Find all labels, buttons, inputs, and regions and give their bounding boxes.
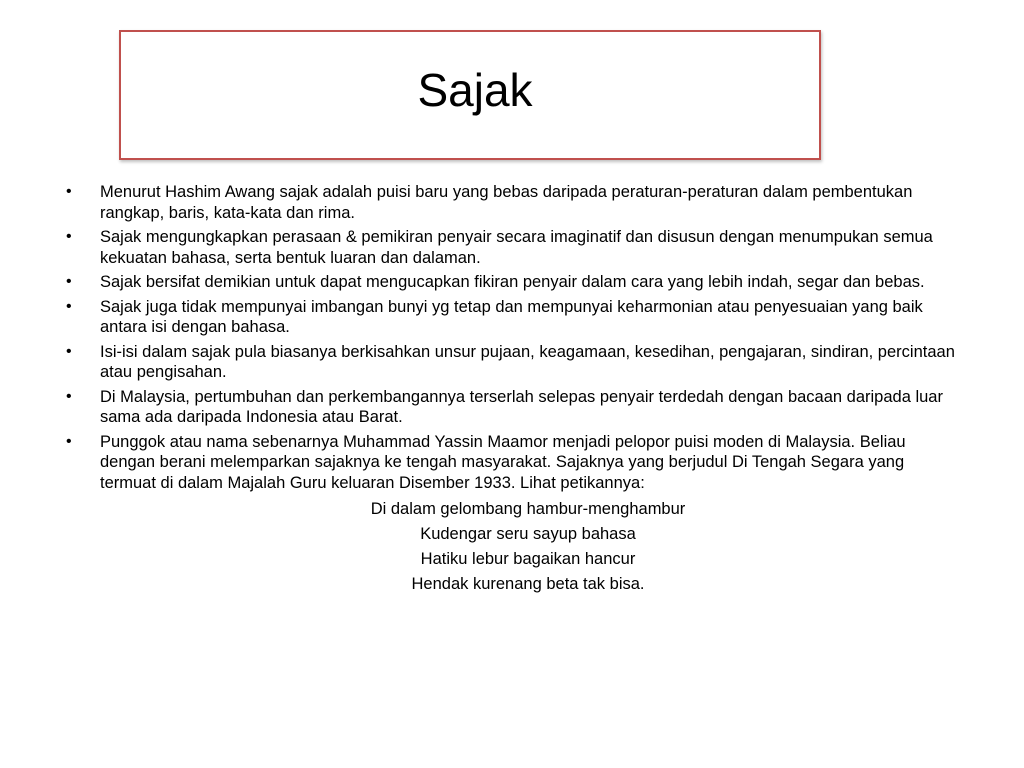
bullet-item: [66, 387, 956, 428]
slide-body: [66, 182, 956, 597]
slide-title: Sajak: [417, 64, 533, 116]
poem-line: Hendak kurenang beta tak bisa.: [411, 575, 645, 593]
poem-line: Hatiku lebur bagaikan hancur: [420, 550, 636, 568]
bullet-icon: •: [66, 297, 72, 315]
bullet-text: Isi-isi dalam sajak pula biasanya berkisahkan unsur pujaan, keagamaan, kesedihan, pengajaran, sindiran, percintaan atau pengisahan.: [100, 342, 955, 381]
bullet-text: Sajak bersifat demikian untuk dapat mengucapkan fikiran penyair dalam cara yang lebih indah, segar dan bebas.: [100, 273, 925, 291]
poem-line: Di dalam gelombang hambur-menghambur: [370, 500, 686, 518]
bullet-item: [66, 432, 956, 494]
bullet-item: [66, 297, 956, 338]
title-box: [119, 30, 821, 160]
bullet-item: [66, 272, 956, 293]
bullet-icon: •: [66, 387, 72, 405]
bullet-text: Punggok atau nama sebenarnya Muhammad Yassin Maamor menjadi pelopor puisi moden di Malaysia. Beliau dengan berani melemparkan sajaknya ke tengah masyarakat. Sajaknya yang berjudul Di Tengah Segara yang termuat di dalam Majalah Guru keluaran Disember 1933. Lihat petikannya:: [100, 432, 906, 492]
bullet-text: Menurut Hashim Awang sajak adalah puisi baru yang bebas daripada peraturan-peraturan dalam pembentukan rangkap, baris, kata-kata dan rima.: [100, 183, 913, 222]
bullet-text: Di Malaysia, pertumbuhan dan perkembangannya terserlah selepas penyair terdedah dengan bacaan daripada luar sama ada daripada Indonesia atau Barat.: [100, 387, 943, 426]
bullet-icon: •: [66, 342, 72, 360]
bullet-item: [66, 342, 956, 383]
bullet-list: [66, 182, 956, 493]
bullet-text: Sajak juga tidak mempunyai imbangan bunyi yg tetap dan mempunyai keharmonian atau penyesuaian yang baik antara isi dengan bahasa.: [100, 297, 923, 336]
poem-excerpt: [66, 497, 956, 597]
bullet-text: Sajak mengungkapkan perasaan & pemikiran penyair secara imaginatif dan disusun dengan menumpukan semua kekuatan bahasa, serta bentuk luaran dan dalaman.: [100, 228, 933, 267]
bullet-item: [66, 182, 956, 223]
poem-line: Kudengar seru sayup bahasa: [420, 525, 636, 543]
bullet-icon: •: [66, 273, 72, 290]
bullet-icon: •: [66, 183, 72, 200]
bullet-icon: •: [66, 432, 72, 450]
bullet-icon: •: [66, 228, 72, 245]
bullet-item: [66, 227, 956, 268]
